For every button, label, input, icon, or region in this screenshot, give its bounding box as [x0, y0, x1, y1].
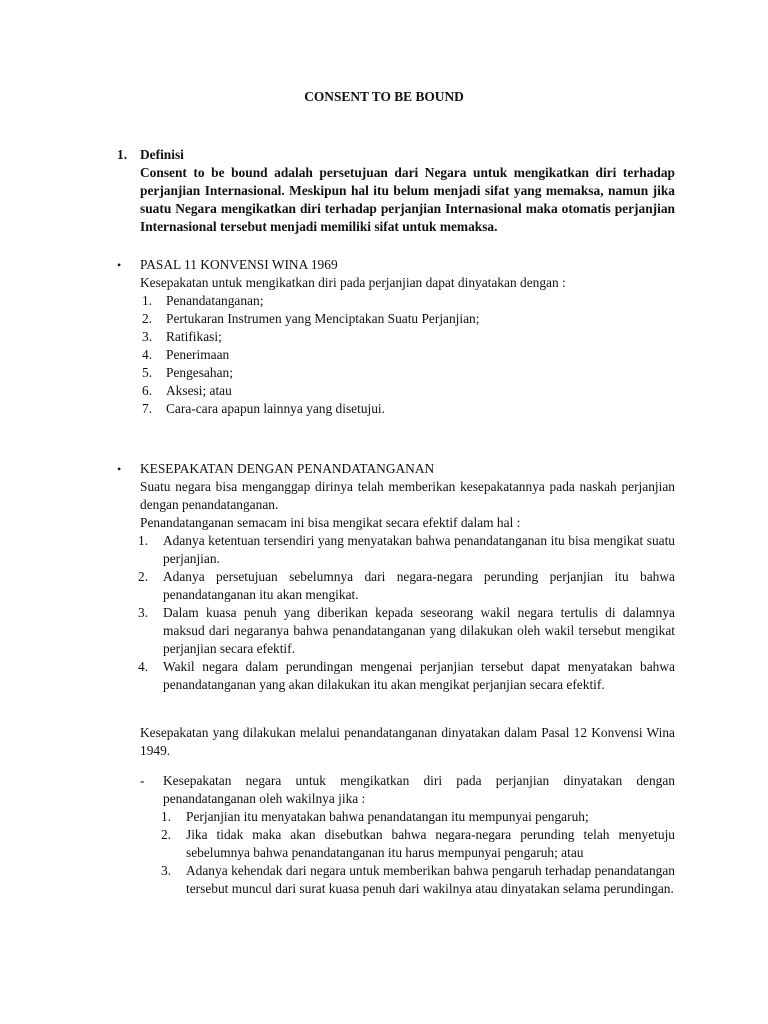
- section-2-heading: PASAL 11 KONVENSI WINA 1969: [140, 257, 338, 272]
- section-2-intro: Kesepakatan untuk mengikatkan diri pada perjanjian dapat dinyatakan dengan :: [140, 275, 566, 290]
- list-item: [163, 808, 675, 826]
- section-3-list: [140, 532, 675, 694]
- list-item-number: 3.: [142, 329, 153, 344]
- list-item-text: Perjanjian itu menyatakan bahwa penandatangan itu mempunyai pengaruh;: [186, 809, 589, 824]
- list-item-number: 3.: [161, 863, 172, 878]
- list-item: [163, 826, 675, 862]
- list-item-text: Pengesahan;: [166, 365, 233, 380]
- list-item: [140, 382, 675, 400]
- list-item: [140, 568, 675, 604]
- dash-sublist: [163, 808, 675, 898]
- list-item-number: 1.: [142, 293, 153, 308]
- section-2-list: [140, 292, 675, 418]
- dash-marker: -: [140, 773, 145, 788]
- list-item-text: Dalam kuasa penuh yang diberikan kepada seseorang wakil negara tertulis di dalamnya maksud dari negaranya bahwa penandatanganan yang dilakukan oleh wakil tersebut mengikat perjanjian secara efektif.: [163, 605, 675, 656]
- list-item-number: 2.: [142, 311, 153, 326]
- list-item: [140, 604, 675, 658]
- dash-item-row: [140, 772, 675, 808]
- list-item-text: Adanya kehendak dari negara untuk memberikan bahwa pengaruh terhadap penandatangan tersebut muncul dari surat kuasa penuh dari wakilnya atau dinyatakan selama perundingan.: [186, 863, 675, 896]
- section-3-para-2: Penandatanganan semacam ini bisa mengikat secara efektif dalam hal :: [140, 515, 521, 530]
- page-title: CONSENT TO BE BOUND: [304, 89, 464, 104]
- section-1-body: Consent to be bound adalah persetujuan dari Negara untuk mengikatkan diri terhadap perjanjian Internasional. Meskipun hal itu belum menjadi sifat yang memaksa, namun jika suatu Negara mengikatkan diri terhadap perjanjian Internasional maka otomatis perjanjian Internasional tersebut menjadi memiliki sifat untuk memaksa.: [140, 165, 675, 234]
- list-item-number: 2.: [138, 569, 149, 584]
- list-item-text: Adanya ketentuan tersendiri yang menyatakan bahwa penandatanganan itu bisa mengikat suatu perjanjian.: [163, 533, 675, 566]
- dash-item: [140, 772, 675, 898]
- list-item-number: 6.: [142, 383, 153, 398]
- section-3-heading: KESEPAKATAN DENGAN PENANDATANGANAN: [140, 461, 435, 476]
- list-item: [140, 658, 675, 694]
- list-item: [140, 310, 675, 328]
- list-item-number: 1.: [138, 533, 149, 548]
- section-3-para-3: Kesepakatan yang dilakukan melalui penandatanganan dinyatakan dalam Pasal 12 Konvensi Wina 1949.: [140, 725, 675, 758]
- list-item-text: Cara-cara apapun lainnya yang disetujui.: [166, 401, 385, 416]
- list-item-number: 2.: [161, 827, 172, 842]
- section-1-heading: Definisi: [140, 147, 184, 162]
- list-item-number: 5.: [142, 365, 153, 380]
- dash-item-text: Kesepakatan negara untuk mengikatkan diri pada perjanjian dinyatakan dengan penandatanganan oleh wakilnya jika :: [163, 773, 675, 806]
- list-item-text: Penandatanganan;: [166, 293, 264, 308]
- list-item-number: 4.: [138, 659, 149, 674]
- list-item-text: Wakil negara dalam perundingan mengenai perjanjian tersebut dapat menyatakan bahwa penandatanganan yang akan dilakukan itu akan mengikat perjanjian secara efektif.: [163, 659, 675, 692]
- bullet-icon: •: [117, 258, 122, 272]
- list-item: [140, 292, 675, 310]
- list-item-number: 4.: [142, 347, 153, 362]
- list-item: [140, 532, 675, 568]
- list-item-text: Adanya persetujuan sebelumnya dari negara-negara perunding perjanjian itu bahwa penandatanganan itu akan mengikat.: [163, 569, 675, 602]
- list-item: [163, 862, 675, 898]
- section-3-para-1: Suatu negara bisa menganggap dirinya telah memberikan kesepakatannya pada naskah perjanjian dengan penandatanganan.: [140, 479, 675, 512]
- list-item-number: 1.: [161, 809, 172, 824]
- list-item-text: Pertukaran Instrumen yang Menciptakan Suatu Perjanjian;: [166, 311, 480, 326]
- list-item: [140, 400, 675, 418]
- list-item-text: Penerimaan: [166, 347, 230, 362]
- section-1-number: 1.: [117, 147, 128, 162]
- list-item-number: 7.: [142, 401, 153, 416]
- list-item-text: Jika tidak maka akan disebutkan bahwa negara-negara perunding telah menyetuju sebelumnya bahwa penandatanganan itu harus mempunyai pengaruh; atau: [186, 827, 675, 860]
- list-item-text: Aksesi; atau: [166, 383, 232, 398]
- list-item-number: 3.: [138, 605, 149, 620]
- list-item: [140, 346, 675, 364]
- list-item: [140, 364, 675, 382]
- bullet-icon: •: [117, 462, 122, 476]
- list-item-text: Ratifikasi;: [166, 329, 222, 344]
- list-item: [140, 328, 675, 346]
